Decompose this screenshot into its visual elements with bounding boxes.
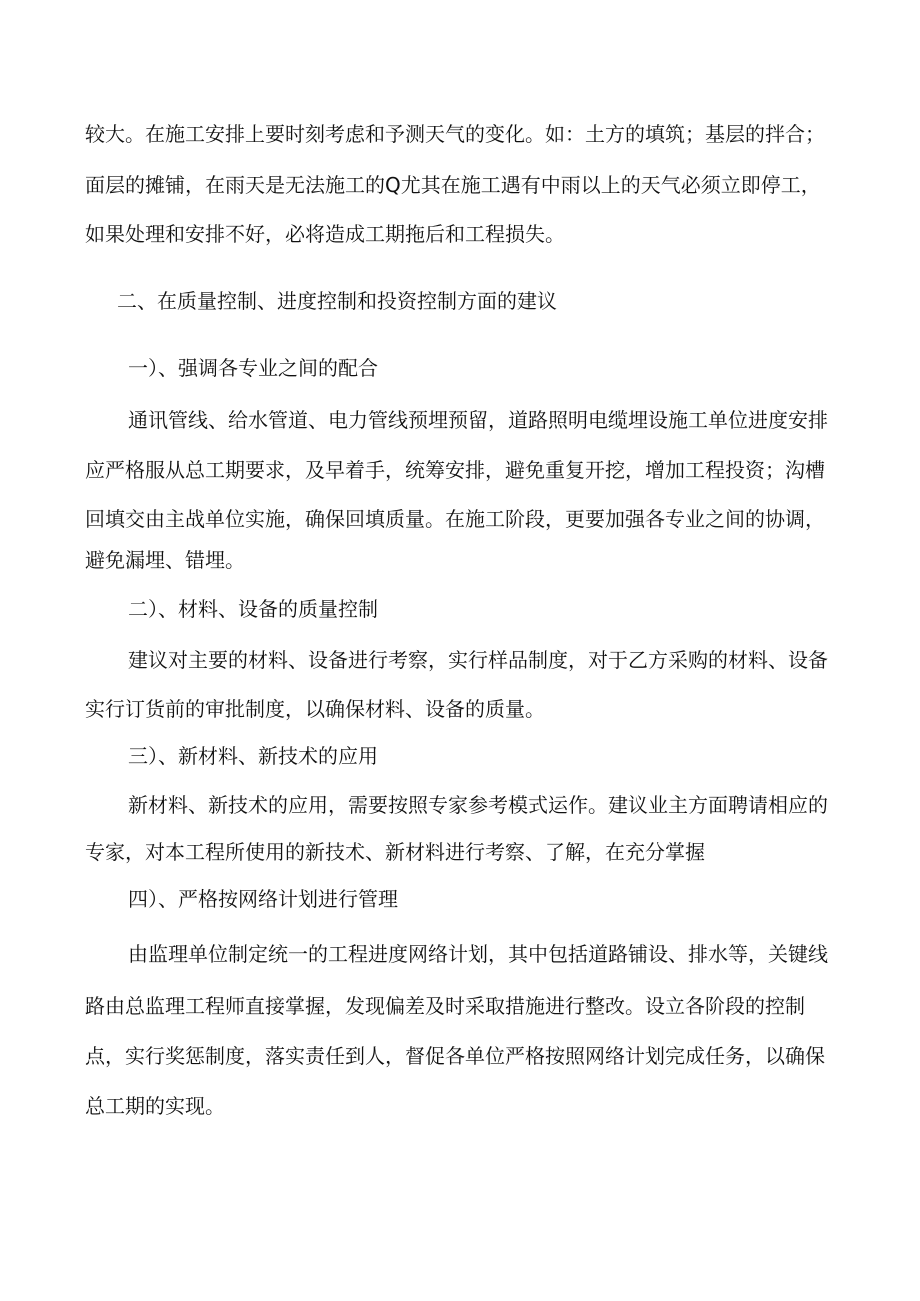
subsection-4-line-4: 总工期的实现。	[85, 1094, 225, 1118]
subsection-1-line-1: 通讯管线、给水管道、电力管线预埋预留，道路照明电缆埋设施工单位进度安排	[128, 408, 828, 432]
subsection-1-line-3: 回填交由主战单位实施，确保回填质量。在施工阶段，更要加强各专业之间的协调，	[85, 507, 825, 531]
section-heading: 二、在质量控制、进度控制和投资控制方面的建议	[117, 289, 557, 313]
subsection-2-line-1: 建议对主要的材料、设备进行考察，实行样品制度，对于乙方采购的材料、设备	[128, 648, 828, 672]
subsection-1-heading: 一）、强调各专业之间的配合	[128, 356, 378, 380]
subsection-4-heading: 四）、严格按网络计划进行管理	[128, 887, 398, 911]
subsection-2-line-2: 实行订货前的审批制度，以确保材料、设备的质量。	[85, 697, 545, 721]
subsection-3-line-1: 新材料、新技术的应用，需要按照专家参考模式运作。建议业主方面聘请相应的	[128, 793, 828, 817]
subsection-1-line-2: 应严格服从总工期要求，及早着手，统筹安排，避免重复开挖，增加工程投资；沟槽	[85, 458, 825, 482]
subsection-4-line-3: 点，实行奖惩制度，落实责任到人，督促各单位严格按照网络计划完成任务，以确保	[85, 1044, 825, 1068]
intro-line-1: 较大。在施工安排上要时刻考虑和予测天气的变化。如：土方的填筑；基层的拌合；	[85, 122, 825, 146]
subsection-3-heading: 三）、新材料、新技术的应用	[128, 744, 378, 768]
intro-line-2: 面层的摊铺，在雨天是无法施工的Q尤其在施工遇有中雨以上的天气必须立即停工，	[85, 173, 821, 197]
intro-line-3: 如果处理和安排不好，必将造成工期拖后和工程损失。	[85, 222, 565, 246]
subsection-4-line-1: 由监理单位制定统一的工程进度网络计划，其中包括道路铺设、排水等，关键线	[128, 942, 828, 966]
subsection-2-heading: 二）、材料、设备的质量控制	[128, 597, 378, 621]
subsection-3-line-2: 专家，对本工程所使用的新技术、新材料进行考察、了解，在充分掌握	[85, 840, 705, 864]
subsection-4-line-2: 路由总监理工程师直接掌握，发现偏差及时采取措施进行整改。设立各阶段的控制	[85, 994, 805, 1018]
subsection-1-line-4: 避免漏埋、错埋。	[85, 548, 245, 572]
